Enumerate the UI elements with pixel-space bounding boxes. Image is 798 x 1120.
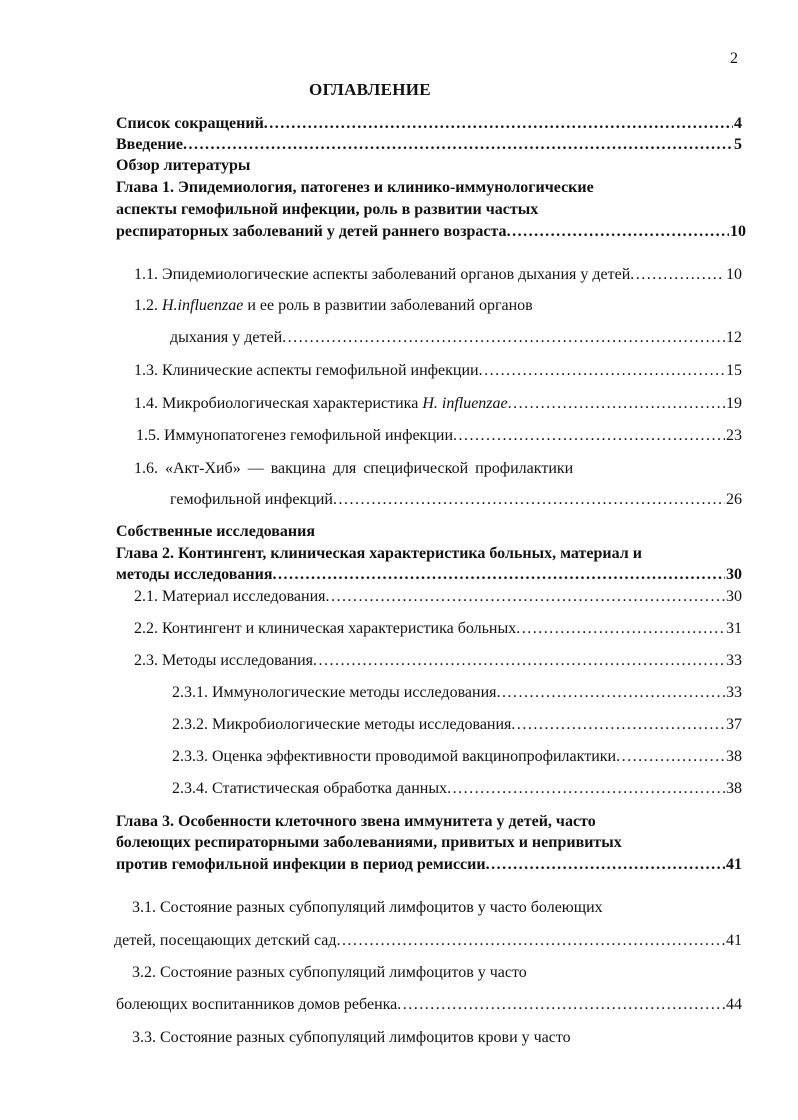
organism-name: H. influenzae bbox=[422, 395, 508, 412]
toc-page: 23 bbox=[726, 427, 742, 444]
toc-label: Введение bbox=[116, 136, 183, 153]
toc-label: 1.5. Иммунопатогенез гемофильной инфекции bbox=[136, 427, 453, 444]
toc-section-3-2-line1[interactable]: 3.2. Состояние разных субпопуляций лимфоцитов у часто bbox=[132, 964, 527, 981]
toc-page: 37 bbox=[726, 716, 742, 733]
toc-chapter-2[interactable] bbox=[116, 565, 742, 585]
toc-section-3-1[interactable] bbox=[114, 931, 742, 951]
toc-page: 33 bbox=[726, 684, 742, 701]
toc-page: 30 bbox=[726, 588, 742, 605]
toc-page: 33 bbox=[726, 652, 742, 669]
dot-leader bbox=[453, 426, 725, 446]
toc-label: 1.1. Эпидемиологические аспекты заболеваний органов дыхания у детей bbox=[134, 266, 631, 283]
toc-page: 30 bbox=[726, 566, 742, 583]
toc-chapter-3-line1[interactable]: Глава 3. Особенности клеточного звена иммунитета у детей, часто bbox=[116, 813, 596, 830]
toc-label: против гемофильной инфекции в период ремиссии bbox=[116, 856, 486, 873]
toc-chapter-1-line2[interactable]: аспекты гемофильной инфекции, роль в развитии частых bbox=[116, 201, 539, 218]
dot-leader bbox=[507, 222, 729, 242]
toc-part-literature-review: Обзор литературы bbox=[116, 157, 251, 174]
toc-section-1-1[interactable] bbox=[134, 265, 742, 285]
section-number: 1.2. bbox=[134, 297, 158, 314]
toc-label: 1.4. Микробиологическая характеристика H. influenzae bbox=[134, 395, 508, 412]
toc-label: методы исследования bbox=[116, 566, 273, 583]
dot-leader bbox=[282, 328, 725, 348]
dot-leader bbox=[397, 995, 725, 1015]
toc-section-1-5[interactable] bbox=[136, 426, 742, 446]
dot-leader bbox=[497, 683, 726, 703]
toc-page: 44 bbox=[726, 996, 742, 1013]
toc-page: 10 bbox=[730, 223, 746, 240]
toc-label: 2.3. Методы исследования bbox=[134, 652, 314, 669]
toc-label: детей, посещающих детский сад bbox=[114, 932, 337, 949]
toc-entry-abbreviations[interactable] bbox=[116, 114, 742, 134]
toc-label: 1.3. Клинические аспекты гемофильной инфекции bbox=[134, 362, 479, 379]
toc-label: 2.3.4. Статистическая обработка данных bbox=[172, 780, 448, 797]
dot-leader bbox=[511, 715, 725, 735]
toc-chapter-1[interactable] bbox=[116, 222, 746, 242]
toc-section-3-3-line1[interactable]: 3.3. Состояние разных субпопуляций лимфоцитов крови у часто bbox=[132, 1029, 571, 1046]
toc-section-1-4[interactable] bbox=[134, 394, 742, 414]
toc-label: болеющих воспитанников домов ребенка bbox=[116, 996, 398, 1013]
page-number: 2 bbox=[730, 50, 738, 67]
toc-label: 2.1. Материал исследования bbox=[134, 588, 326, 605]
toc-page: 41 bbox=[726, 856, 742, 873]
toc-section-2-3-4[interactable] bbox=[172, 779, 742, 799]
toc-label: дыхания у детей bbox=[170, 329, 283, 346]
toc-page: 26 bbox=[726, 491, 742, 508]
dot-leader bbox=[479, 361, 725, 381]
toc-section-2-3-3[interactable] bbox=[172, 747, 742, 767]
toc-section-1-2[interactable] bbox=[170, 328, 742, 348]
toc-page: 12 bbox=[726, 329, 742, 346]
toc-label: гемофильной инфекций bbox=[170, 491, 333, 508]
dot-leader bbox=[183, 135, 733, 155]
toc-page: 38 bbox=[726, 748, 742, 765]
toc-section-2-2[interactable] bbox=[134, 619, 742, 639]
toc-page: 4 bbox=[734, 115, 742, 132]
dot-leader bbox=[333, 490, 725, 510]
dot-leader bbox=[264, 114, 733, 134]
toc-section-2-3[interactable] bbox=[134, 651, 742, 671]
organism-name: H.influenzae bbox=[162, 297, 244, 314]
dot-leader bbox=[326, 587, 725, 607]
toc-page: 15 bbox=[726, 362, 742, 379]
toc-section-2-3-2[interactable] bbox=[172, 715, 742, 735]
toc-label: 2.3.3. Оценка эффективности проводимой вакцинопрофилактики bbox=[172, 748, 617, 765]
toc-section-1-3[interactable] bbox=[134, 361, 742, 381]
toc-page: 10 bbox=[726, 266, 742, 283]
toc-part-own-research: Собственные исследования bbox=[116, 523, 316, 540]
dot-leader bbox=[630, 265, 725, 285]
dot-leader bbox=[273, 565, 726, 585]
dot-leader bbox=[336, 931, 725, 951]
toc-page: 19 bbox=[726, 395, 742, 412]
dot-leader bbox=[486, 855, 725, 875]
dot-leader bbox=[313, 651, 725, 671]
toc-chapter-1-line1[interactable]: Глава 1. Эпидемиология, патогенез и клинико-иммунологические bbox=[116, 179, 594, 196]
toc-label: респираторных заболеваний у детей раннего возраста bbox=[116, 223, 507, 240]
toc-title: ОГЛАВЛЕНИЕ bbox=[309, 80, 431, 99]
toc-entry-introduction[interactable] bbox=[116, 135, 742, 155]
dot-leader bbox=[516, 619, 725, 639]
toc-page: 5 bbox=[734, 136, 742, 153]
toc-label: 2.3.1. Иммунологические методы исследования bbox=[172, 684, 497, 701]
toc-section-1-6-line1[interactable]: 1.6. «Акт-Хиб» — вакцина для специфической профилактики bbox=[134, 460, 574, 477]
toc-section-2-3-1[interactable] bbox=[172, 683, 742, 703]
toc-page: 31 bbox=[726, 620, 742, 637]
dot-leader bbox=[616, 747, 725, 767]
toc-chapter-3-line2[interactable]: болеющих респираторными заболеваниями, привитых и непривитых bbox=[116, 834, 622, 851]
toc-section-3-2[interactable] bbox=[116, 995, 742, 1015]
toc-chapter-2-line1[interactable]: Глава 2. Контингент, клиническая характеристика больных, материал и bbox=[116, 545, 642, 562]
toc-page: 38 bbox=[726, 780, 742, 797]
section-title: и ее роль в развитии заболеваний органов bbox=[247, 297, 533, 314]
toc-section-3-1-line1[interactable]: 3.1. Состояние разных субпопуляций лимфоцитов у часто болеющих bbox=[132, 899, 603, 916]
toc-label: 2.3.2. Микробиологические методы исследования bbox=[172, 716, 512, 733]
dot-leader bbox=[447, 779, 725, 799]
toc-section-2-1[interactable] bbox=[134, 587, 742, 607]
toc-chapter-3[interactable] bbox=[116, 855, 742, 875]
toc-label: 2.2. Контингент и клиническая характеристика больных bbox=[134, 620, 517, 637]
toc-section-1-2-line1[interactable] bbox=[134, 296, 533, 316]
toc-page: 41 bbox=[726, 932, 742, 949]
toc-section-1-6[interactable] bbox=[170, 490, 742, 510]
dot-leader bbox=[508, 394, 725, 414]
toc-label: Список сокращений bbox=[116, 115, 264, 132]
